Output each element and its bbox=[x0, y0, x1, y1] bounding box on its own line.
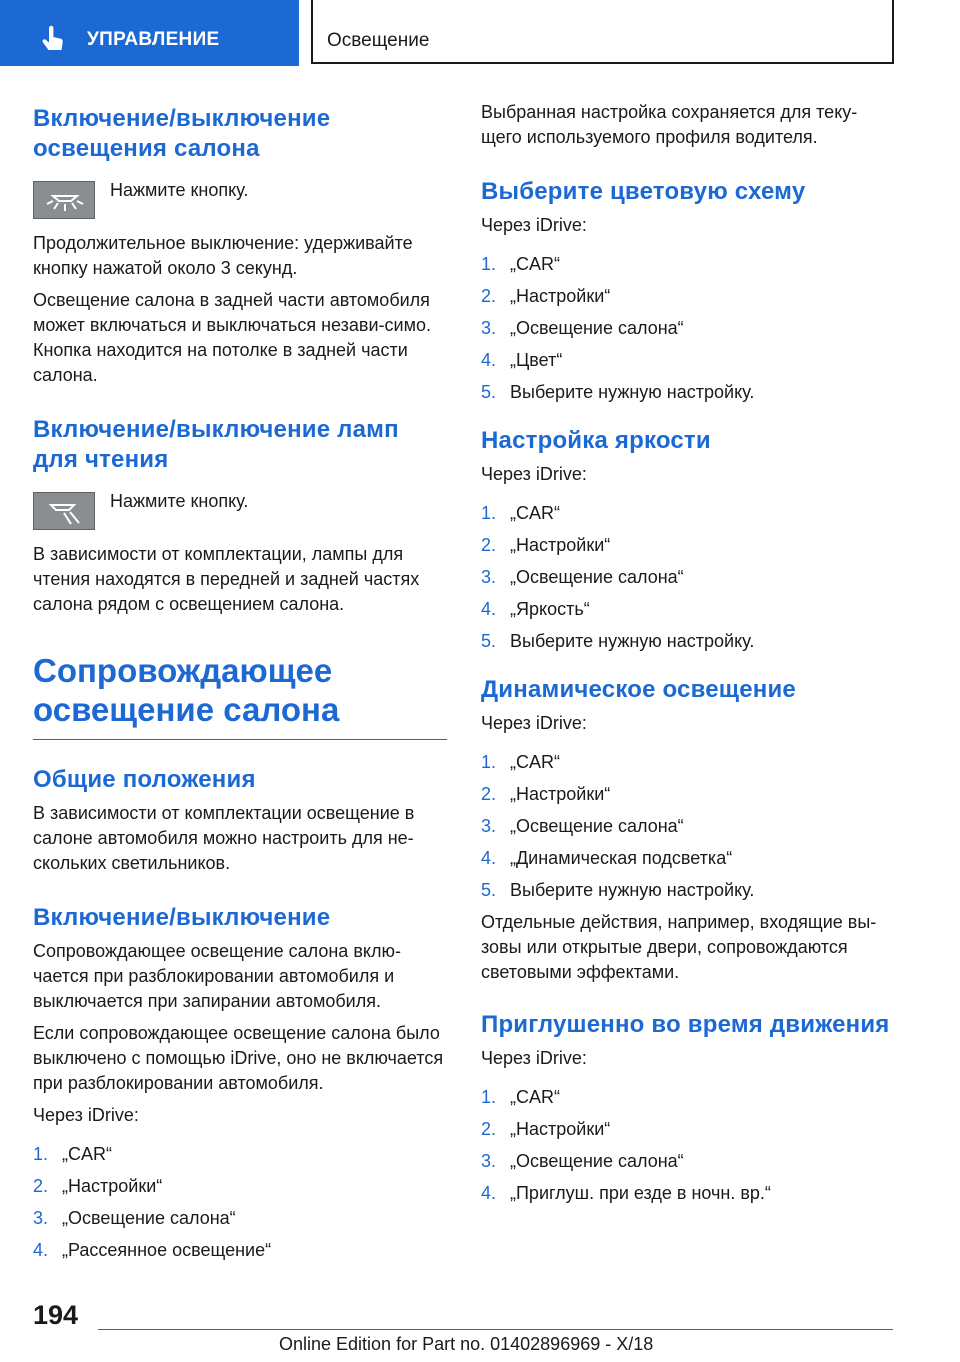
list-item: 1. „CAR“ bbox=[481, 503, 560, 523]
section-tab bbox=[0, 0, 299, 66]
page-header bbox=[0, 0, 960, 66]
list-item: 2. „Настройки“ bbox=[481, 784, 611, 804]
reading-light-icon bbox=[33, 492, 95, 530]
heading-interior-light: Включение/выключение освещения салона bbox=[33, 105, 331, 162]
left-column bbox=[33, 100, 447, 1270]
paragraph: В зависимости от комплектации, лампы для чтения находятся в передней и задней частях салона рядом с освещением салона. bbox=[33, 544, 420, 614]
heading-dimmed-while-driving: Приглушенно во время движения bbox=[481, 1011, 890, 1038]
list-item: 2. „Настройки“ bbox=[481, 535, 611, 555]
list-item: 3. „Освещение салона“ bbox=[481, 318, 684, 338]
paragraph: В зависимости от комплектации освещение в салоне автомобиля можно настроить для не-скольких светильников. bbox=[33, 803, 415, 873]
heading-divider bbox=[33, 739, 447, 740]
heading-dynamic-lighting: Динамическое освещение bbox=[481, 676, 796, 703]
steps-list bbox=[33, 1142, 447, 1263]
paragraph: Выбранная настройка сохраняется для теку-щего используемого профиля водителя. bbox=[481, 102, 858, 147]
paragraph: Если сопровождающее освещение салона было выключено с помощью iDrive, оно не включается при разблокировании автомобиля. bbox=[33, 1023, 444, 1093]
reading-light-button-row bbox=[33, 492, 447, 539]
list-item: 1. „CAR“ bbox=[481, 254, 560, 274]
list-item: 5. Выберите нужную настройку. bbox=[481, 631, 755, 651]
chapter-heading: Сопровождающее освещение салона bbox=[33, 652, 340, 728]
list-item: 3. „Освещение салона“ bbox=[481, 567, 684, 587]
paragraph: Сопровождающее освещение салона вклю-чается при разблокировании автомобиля и выключается при запирании автомобиля. bbox=[33, 941, 401, 1011]
list-item: 5. Выберите нужную настройку. bbox=[481, 880, 755, 900]
reading-light-instruction: Нажмите кнопку. bbox=[110, 491, 249, 511]
hand-pointer-icon bbox=[38, 24, 68, 54]
page-number: 194 bbox=[33, 1300, 79, 1330]
via-idrive: Через iDrive: bbox=[481, 215, 587, 235]
steps-list bbox=[481, 501, 895, 654]
edition-note: Online Edition for Part no. 01402896969 - X/18 bbox=[279, 1334, 654, 1354]
heading-general: Общие положения bbox=[33, 766, 256, 793]
list-item: 3. „Освещение салона“ bbox=[481, 1151, 684, 1171]
via-idrive: Через iDrive: bbox=[481, 1048, 587, 1068]
list-item: 2. „Настройки“ bbox=[33, 1176, 163, 1196]
paragraph: Отдельные действия, например, входящие вы-зовы или открытые двери, сопровождаются световыми эффектами. bbox=[481, 912, 877, 982]
steps-list bbox=[481, 252, 895, 405]
interior-light-instruction: Нажмите кнопку. bbox=[110, 180, 249, 200]
list-item: 1. „CAR“ bbox=[33, 1144, 112, 1164]
list-item: 1. „CAR“ bbox=[481, 1087, 560, 1107]
via-idrive: Через iDrive: bbox=[481, 713, 587, 733]
list-item: 4. „Динамическая подсветка“ bbox=[481, 848, 733, 868]
via-idrive: Через iDrive: bbox=[481, 464, 587, 484]
steps-list bbox=[481, 1085, 895, 1206]
steps-list bbox=[481, 750, 895, 903]
paragraph: Освещение салона в задней части автомобиля может включаться и выключаться незави-симо. Кнопка находится на потолке в задней части салона. bbox=[33, 290, 431, 385]
list-item: 4. „Рассеянное освещение“ bbox=[33, 1240, 272, 1260]
chapter-box bbox=[311, 0, 894, 64]
list-item: 3. „Освещение салона“ bbox=[33, 1208, 236, 1228]
section-title: УПРАВЛЕНИЕ bbox=[87, 29, 220, 50]
list-item: 4. „Яркость“ bbox=[481, 599, 590, 619]
heading-color-scheme: Выберите цветовую схему bbox=[481, 178, 806, 205]
interior-light-button-row bbox=[33, 181, 447, 228]
chapter-title: Освещение bbox=[327, 30, 430, 51]
interior-light-icon bbox=[33, 181, 95, 219]
via-idrive: Через iDrive: bbox=[33, 1105, 139, 1125]
list-item: 2. „Настройки“ bbox=[481, 286, 611, 306]
right-column bbox=[481, 100, 895, 1213]
paragraph: Продолжительное выключение: удерживайте кнопку нажатой около 3 секунд. bbox=[33, 233, 413, 278]
heading-on-off: Включение/выключение bbox=[33, 904, 331, 931]
footer-divider bbox=[98, 1329, 893, 1330]
heading-brightness: Настройка яркости bbox=[481, 427, 711, 454]
list-item: 4. „Приглуш. при езде в ночн. вр.“ bbox=[481, 1183, 771, 1203]
list-item: 3. „Освещение салона“ bbox=[481, 816, 684, 836]
heading-reading-lights: Включение/выключение ламп для чтения bbox=[33, 416, 399, 473]
list-item: 5. Выберите нужную настройку. bbox=[481, 382, 755, 402]
list-item: 2. „Настройки“ bbox=[481, 1119, 611, 1139]
list-item: 4. „Цвет“ bbox=[481, 350, 563, 370]
list-item: 1. „CAR“ bbox=[481, 752, 560, 772]
